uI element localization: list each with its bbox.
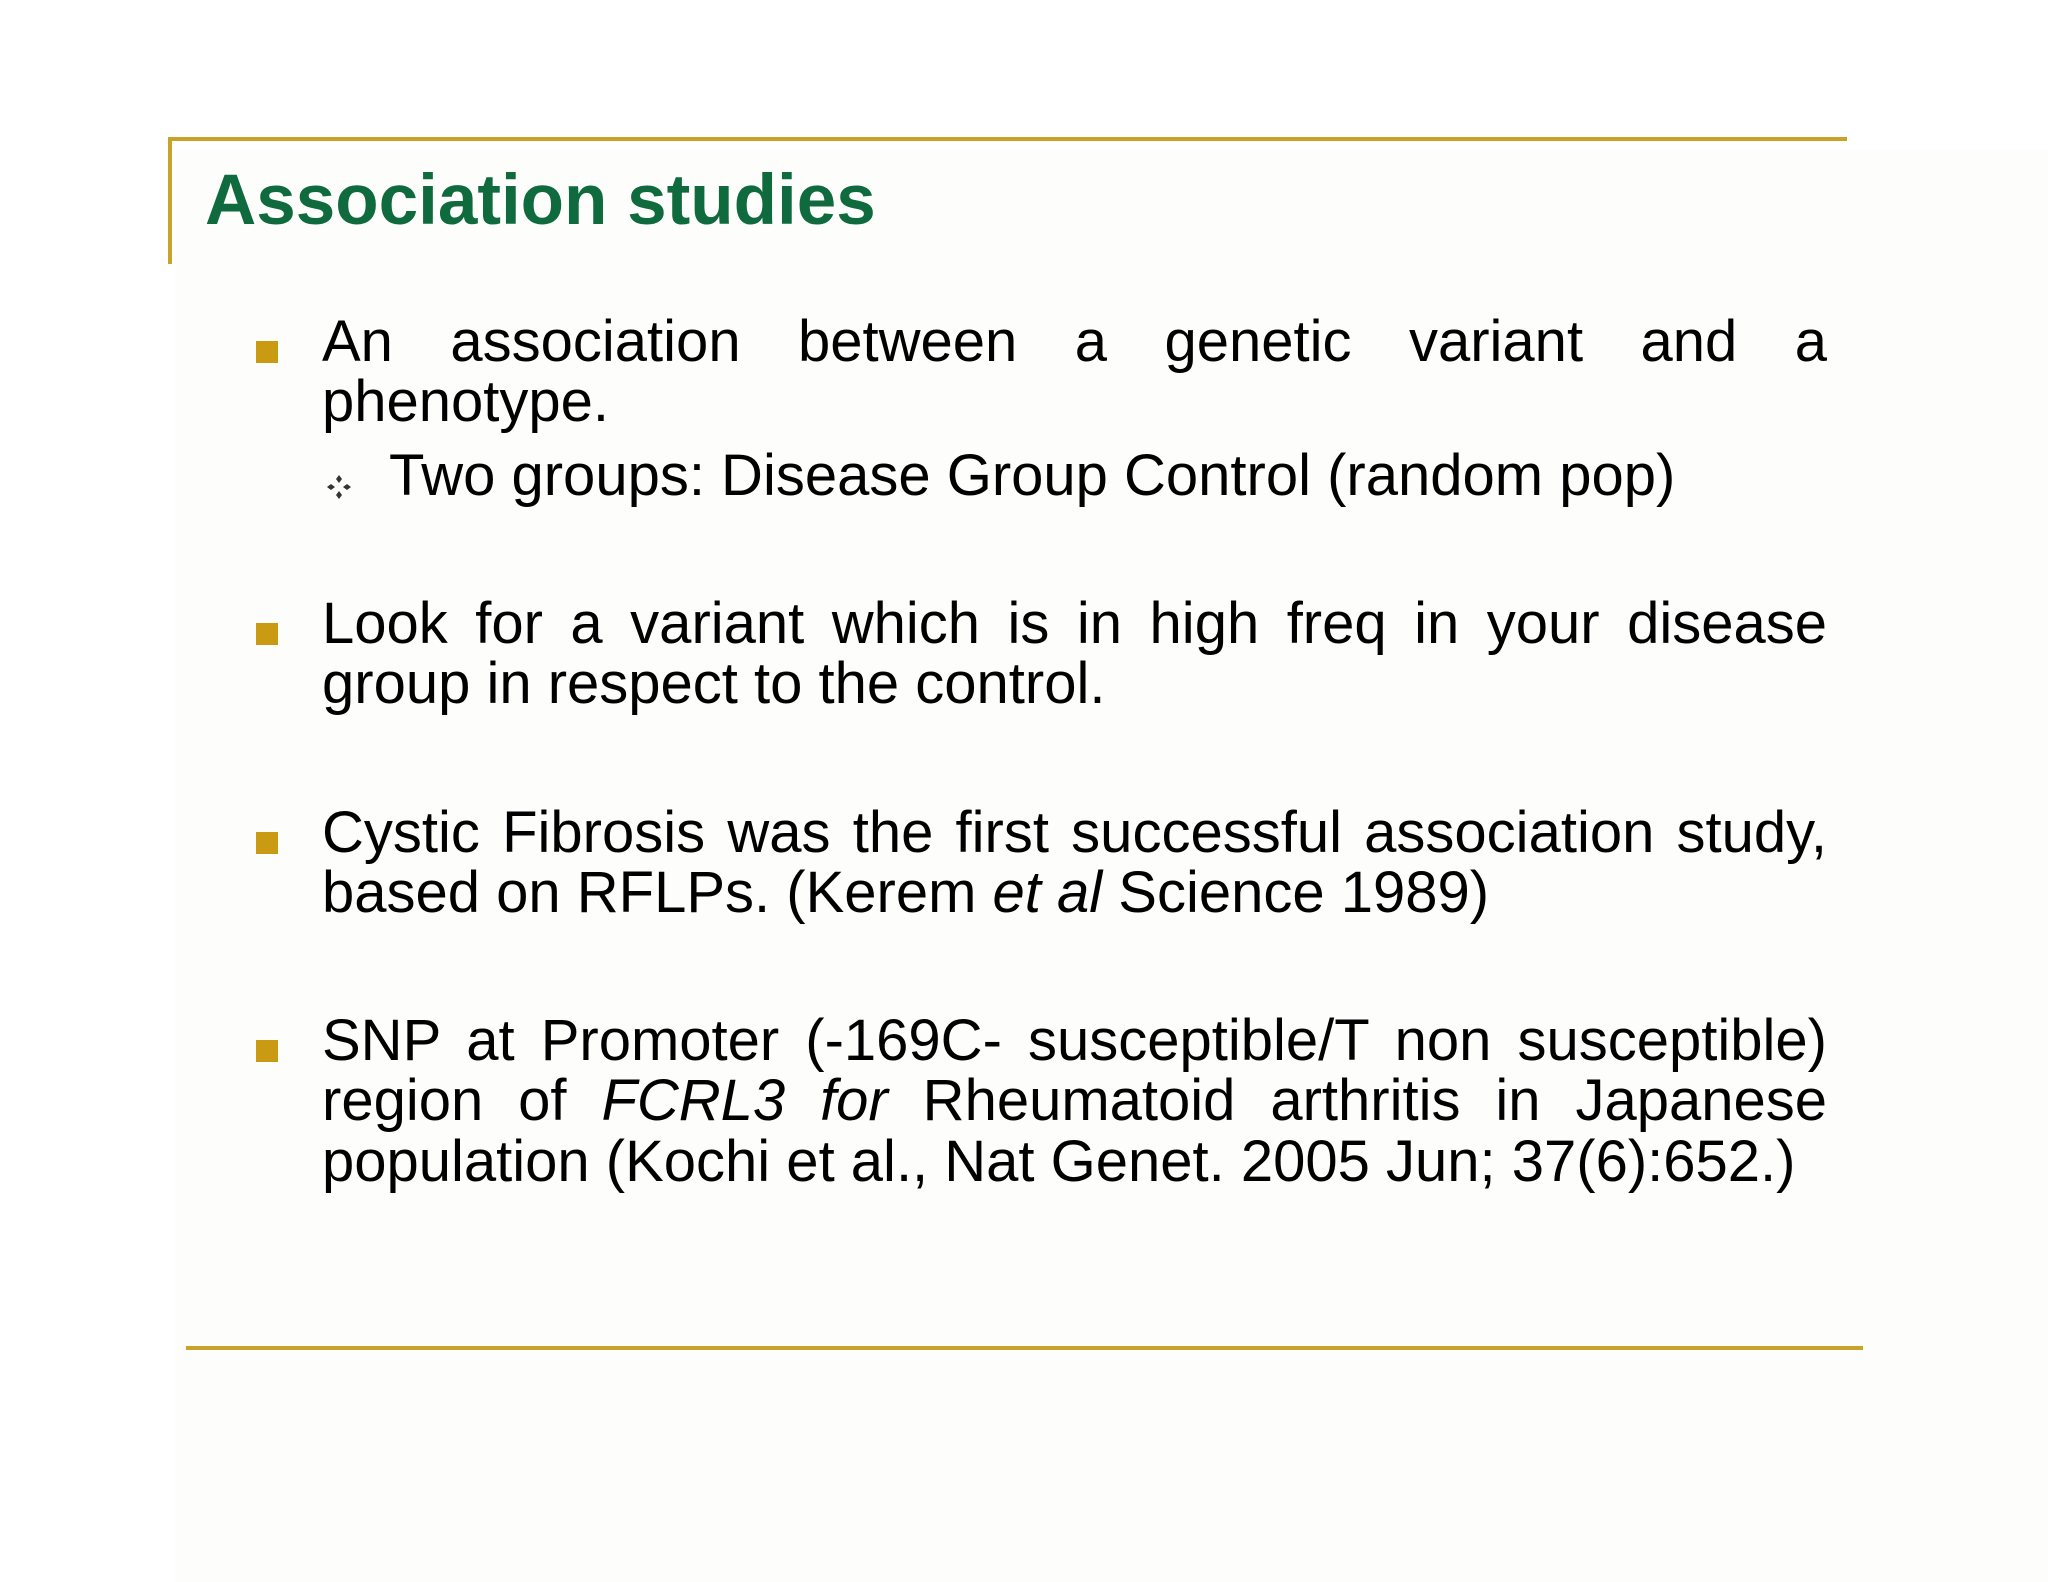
square-bullet-icon	[256, 832, 278, 854]
square-bullet-icon	[256, 1040, 278, 1062]
bullet-text: SNP at Promoter (-169C- susceptible/T non susceptible) region of	[322, 1008, 1827, 1134]
bullet-high-frequency-variant: Look for a variant which is in high freq in your disease group in respect to the control.	[322, 591, 1827, 717]
title-top-rule	[168, 137, 1847, 141]
bullet-snp-promoter	[322, 1008, 1828, 1194]
slide-title: Association studies	[205, 161, 876, 240]
italic-gene-name: FCRL3 for	[601, 1068, 888, 1134]
bullet-cystic-fibrosis	[322, 800, 1827, 926]
square-bullet-icon	[256, 341, 278, 363]
bullet-association-definition: An association between a genetic variant and a phenotype.	[322, 309, 1827, 435]
bullet-text: Cystic Fibrosis was the first successful association study, based on RFLPs. (Kerem	[322, 800, 1827, 926]
bullet-text: Rheumatoid arthritis in Japanese population (Kochi et al., Nat Genet. 2005 Jun; 37(6):652.)	[322, 1068, 1828, 1194]
square-bullet-icon	[256, 623, 278, 645]
diamond-bullet-icon	[326, 474, 352, 500]
title-left-rule	[168, 137, 172, 264]
italic-citation: et al	[992, 860, 1103, 926]
bullet-text: Science 1989)	[1102, 860, 1490, 926]
footer-rule	[186, 1346, 1863, 1350]
sub-bullet-two-groups: Two groups: Disease Group Control (random pop)	[389, 443, 1676, 508]
